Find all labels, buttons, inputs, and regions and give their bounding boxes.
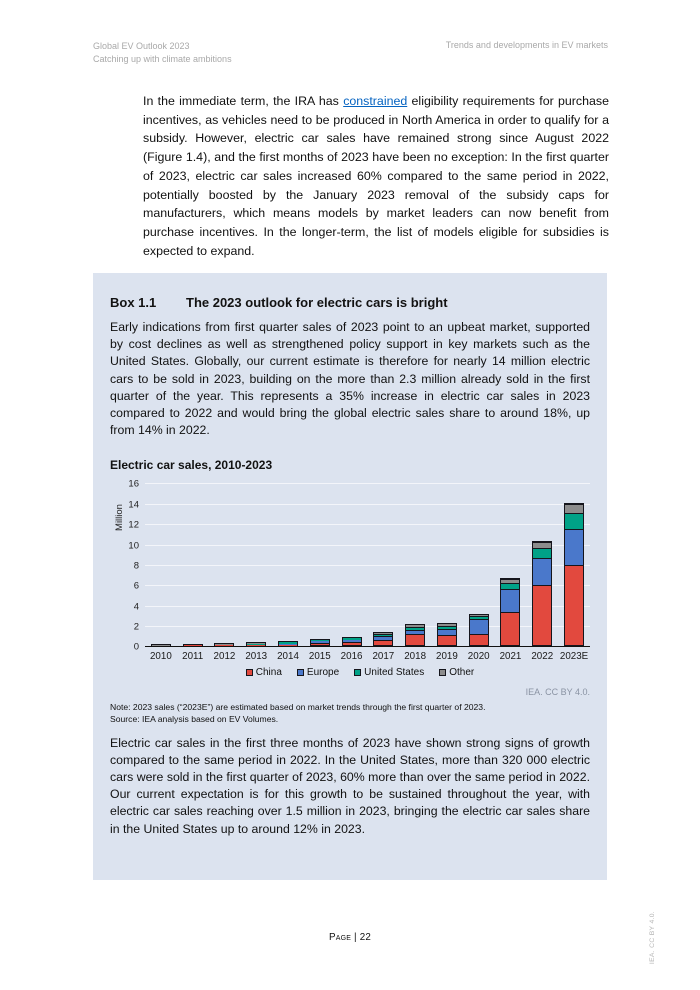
bar-slot	[272, 484, 304, 646]
header-left	[93, 40, 232, 66]
bar-slot	[431, 484, 463, 646]
header-publication-subtitle: Catching up with climate ambitions	[93, 54, 232, 65]
bar-segment-other	[565, 504, 583, 513]
stacked-bar-2016	[342, 637, 362, 647]
bar-slot	[336, 484, 368, 646]
stacked-bar-2015	[310, 639, 330, 647]
legend-label: Other	[449, 667, 475, 679]
stacked-bar-2017	[373, 632, 393, 646]
box-title: The 2023 outlook for electric cars is bright	[186, 295, 448, 310]
stacked-bar-2022	[532, 541, 552, 647]
box-paragraph-2: Electric car sales in the first three months of 2023 have shown strong signs of growth compared to the same period in 2022. In the United States, more than 320 000 electric cars were sold in the first quarter of 2023, 60% more than over the same period in 2022. Our current expectation is for this growth to be sustained throughout the year, with electric car sales reaching over 1.5 million in 2023, bringing the electric car sales share in the United States up to around 12% in 2023.	[110, 735, 590, 836]
bar-slot	[304, 484, 336, 646]
y-tick-label: 6	[133, 580, 139, 592]
constrained-link[interactable]: constrained	[343, 94, 408, 108]
bar-segment-china	[279, 645, 297, 646]
stacked-bar-2018	[405, 624, 425, 646]
bar-slot	[399, 484, 431, 646]
legend-item-europe	[297, 667, 339, 678]
y-tick-label: 14	[128, 499, 139, 511]
chart-license-credit: IEA. CC BY 4.0.	[525, 687, 590, 698]
y-tick-label: 8	[133, 560, 139, 572]
stacked-bar-2014	[278, 641, 298, 646]
y-tick-label: 16	[128, 478, 139, 490]
x-tick-label: 2011	[182, 651, 204, 663]
chart-legend	[130, 667, 590, 678]
chart-notes	[110, 702, 590, 725]
y-tick-label: 2	[133, 621, 139, 633]
bar-segment-china	[343, 642, 361, 645]
x-tick-label: 2021	[499, 651, 522, 663]
box-1-1	[93, 273, 607, 880]
bar-segment-europe	[470, 619, 488, 633]
stacked-bar-2011	[183, 644, 203, 646]
bar-slot	[240, 484, 272, 646]
bar-slot	[495, 484, 527, 646]
x-tick-label: 2014	[277, 651, 299, 663]
x-tick-label: 2018	[404, 651, 427, 663]
side-license-credit: IEA. CC BY 4.0.	[649, 910, 656, 964]
bar-segment-europe	[565, 529, 583, 565]
x-tick-label: 2015	[308, 651, 331, 663]
bar-slot	[463, 484, 495, 646]
x-axis-labels	[145, 651, 590, 662]
chart-bars	[145, 484, 590, 646]
stacked-bar-2012	[214, 643, 234, 646]
bar-segment-united-states	[533, 548, 551, 558]
bar-segment-united-states	[565, 513, 583, 529]
intro-paragraph	[143, 92, 609, 260]
stacked-bar-2021	[500, 578, 520, 646]
stacked-bar-2019	[437, 623, 457, 646]
bar-segment-china	[374, 640, 392, 646]
bar-segment-china	[565, 565, 583, 645]
x-tick-label: 2010	[149, 651, 172, 663]
bar-segment-europe	[533, 558, 551, 586]
legend-swatch-icon	[439, 669, 446, 676]
x-tick-label: 2019	[436, 651, 458, 663]
y-tick-label: 10	[128, 540, 139, 552]
y-tick-label: 4	[133, 601, 139, 613]
chart-note: Note: 2023 sales (“2023E”) are estimated based on market trends through the first quarter of 2023.	[110, 702, 486, 713]
x-tick-label: 2023E	[559, 651, 589, 663]
bar-segment-europe	[501, 589, 519, 611]
bar-slot	[209, 484, 241, 646]
y-axis	[110, 484, 124, 647]
bar-slot	[177, 484, 209, 646]
bar-segment-china	[311, 643, 329, 645]
y-tick-label: 12	[128, 519, 139, 531]
stacked-bar-2020	[469, 614, 489, 647]
y-axis-ticks	[124, 478, 145, 653]
header-publication-title: Global EV Outlook 2023	[93, 41, 190, 51]
y-tick-label: 0	[133, 641, 139, 653]
legend-label: United States	[364, 667, 425, 679]
bar-segment-china	[501, 612, 519, 646]
bar-slot	[558, 484, 590, 646]
bar-slot	[145, 484, 177, 646]
legend-item-china	[246, 667, 282, 678]
legend-label: Europe	[306, 667, 340, 679]
box-heading	[110, 295, 590, 310]
box-paragraph-1: Early indications from first quarter sales of 2023 point to an upbeat market, supported by cost declines as well as strengthened policy support in key markets such as the United States. Globally, our current estimate is therefore for nearly 14 million electric cars to be sold in 2023, building on the more than 2.3 million already sold in the first quarter of the year. This represents a 35% increase in electric car sales in 2023 compared to 2022 and would bring the global electric sales share to around 18%, up from 14% in 2022.	[110, 320, 590, 438]
x-tick-label: 2022	[531, 651, 554, 663]
intro-text-before-link: In the immediate term, the IRA has	[143, 94, 344, 108]
legend-item-united-states	[354, 667, 424, 678]
bar-segment-china	[406, 634, 424, 645]
legend-swatch-icon	[297, 669, 304, 676]
chart-plot	[145, 484, 590, 647]
legend-label: China	[255, 667, 282, 679]
legend-item-other	[439, 667, 474, 678]
box-label: Box 1.1	[110, 295, 157, 310]
x-tick-label: 2013	[245, 651, 268, 663]
intro-text-after-link: eligibility requirements for purchase incentives, as vehicles need to be produced in North America in order to qualify for a subsidy. However, electric car sales have remained strong since August 2022 (Figure 1.4), and the first months of 2023 have been no exception: In the first quarter of 2023, electric car sales increased 60% compared to the same period in 2022, potentially boosted by the January 2023 removal of the subsidy caps for manufacturers, which means models by market leaders can now benefit from purchase incentives. In the longer-term, the list of models eligible for subsidies is expected to expand.	[143, 94, 610, 258]
y-axis-label: Million	[113, 504, 125, 532]
chart-title: Electric car sales, 2010-2023	[110, 458, 273, 473]
legend-swatch-icon	[246, 669, 253, 676]
chart	[110, 478, 590, 653]
stacked-bar-2010	[151, 644, 171, 646]
bar-segment-china	[470, 634, 488, 646]
x-tick-label: 2012	[213, 651, 236, 663]
header-chapter-title: Trends and developments in EV markets	[445, 40, 608, 50]
page-number: Page | 22	[328, 932, 372, 943]
bar-slot	[367, 484, 399, 646]
stacked-bar-2013	[246, 642, 266, 646]
x-tick-label: 2020	[467, 651, 490, 663]
x-tick-label: 2017	[372, 651, 395, 663]
stacked-bar-2023E	[564, 503, 584, 647]
bar-segment-china	[438, 635, 456, 646]
chart-source: Source: IEA analysis based on EV Volumes.	[110, 714, 279, 725]
bar-segment-china	[533, 585, 551, 645]
legend-swatch-icon	[354, 669, 361, 676]
bar-slot	[526, 484, 558, 646]
x-tick-label: 2016	[340, 651, 363, 663]
